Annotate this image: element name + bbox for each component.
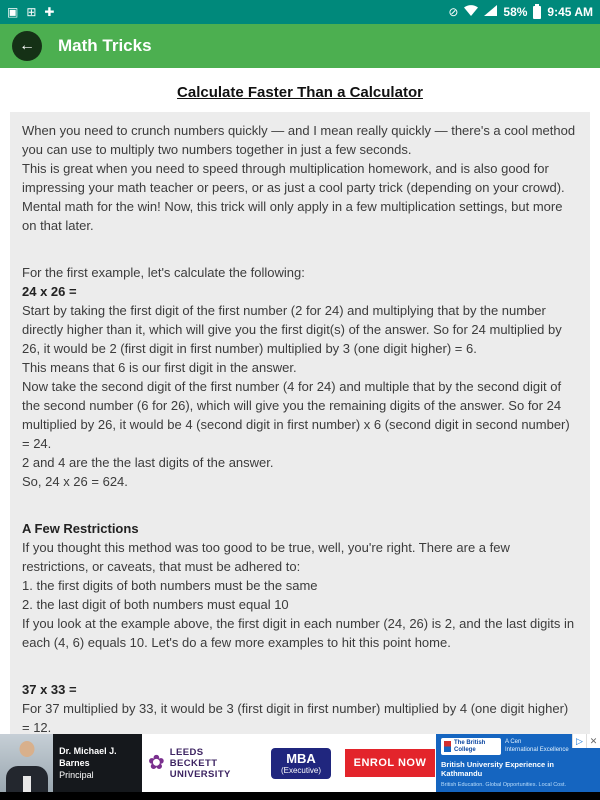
college-tagline bbox=[505, 739, 569, 754]
university-logo-section bbox=[142, 734, 258, 792]
college-headline: British University Experience in Kathmandu bbox=[441, 759, 554, 778]
college-shield-icon bbox=[444, 741, 451, 752]
paragraph: Now take the second digit of the first number (4 for 24) and multiple that by the second digit of the second number (6 for 26), which will give you the remaining digits of the answer. So for 24 multiplied by 26, it would be 4 (second digit in first number) x 6 (second digit in second number) = 24. bbox=[22, 379, 570, 451]
college-tagline-line-2: International Excellence bbox=[505, 746, 569, 753]
principal-role: Principal bbox=[59, 770, 94, 780]
paragraph: 2. the last digit of both numbers must equal 10 bbox=[22, 597, 289, 612]
paragraph: For the first example, let's calculate the following: bbox=[22, 265, 305, 280]
app-bar bbox=[0, 24, 600, 68]
back-button[interactable] bbox=[12, 31, 42, 61]
paragraph bbox=[22, 491, 578, 519]
paragraph: If you thought this method was too good to be true, well, you're right. There are a few restrictions, or caveats, that must be adhered to: bbox=[22, 540, 510, 574]
university-line-2: BECKETT bbox=[169, 757, 218, 769]
status-bar bbox=[0, 0, 600, 24]
principal-photo bbox=[0, 734, 53, 792]
paragraph: For 37 multiplied by 33, it would be 3 (first digit in first number) multiplied by 4 (one digit higher) = 12. bbox=[22, 701, 569, 734]
paragraph bbox=[22, 235, 578, 263]
photo-head-shape bbox=[19, 741, 34, 757]
paragraph: When you need to crunch numbers quickly — and I mean really quickly — there's a cool method you can use to multiply two numbers together in just a few seconds. bbox=[22, 123, 576, 157]
ad-controls bbox=[572, 734, 600, 748]
paragraph: So, 24 x 26 = 624. bbox=[22, 474, 128, 489]
principal-name: Dr. Michael J. Barnes bbox=[59, 746, 117, 768]
ad-close-icon[interactable]: ✕ bbox=[586, 734, 600, 748]
update-icon: ✚ bbox=[44, 5, 55, 19]
screenshot-icon: ▣ bbox=[7, 5, 19, 19]
university-name bbox=[170, 747, 231, 780]
university-line-1: LEEDS bbox=[169, 746, 204, 758]
bottom-bar bbox=[0, 792, 600, 800]
paragraph: 24 x 26 = bbox=[22, 284, 77, 299]
signal-icon bbox=[484, 5, 497, 19]
rose-logo-icon: ✿ bbox=[148, 752, 165, 774]
paragraph: 2 and 4 are the the last digits of the answer. bbox=[22, 455, 274, 470]
program-section bbox=[258, 734, 344, 792]
adchoices-icon[interactable]: ▷ bbox=[572, 734, 586, 748]
mute-icon: ⊘ bbox=[448, 5, 459, 19]
university-line-3: UNIVERSITY bbox=[169, 768, 231, 780]
college-logo bbox=[441, 738, 501, 755]
college-name: The British College bbox=[454, 740, 486, 753]
paragraph: If you look at the example above, the first digit in each number (24, 26) is 2, and the last digits in each (4, 6) equals 10. Let's do a few more examples to hit this point home. bbox=[22, 616, 575, 650]
college-tagline-line-1: A Cen bbox=[505, 739, 522, 745]
paragraph: Start by taking the first digit of the first number (2 for 24) and multiplying that by the number directly higher than it, which will give you the first digit(s) of the answer. So for 24 multiplied by 26, it would be 2 (first digit in first number) multiplied by 3 (one digit higher) = 6. bbox=[22, 303, 562, 356]
program-subtitle: (Executive) bbox=[280, 765, 321, 775]
page-title: Math Tricks bbox=[58, 36, 152, 55]
college-subline: British Education. Global Opportunities. Local Cost. bbox=[441, 782, 567, 788]
status-bar-notifications bbox=[7, 6, 54, 18]
mba-button[interactable] bbox=[271, 748, 331, 779]
ad-person-section bbox=[0, 734, 142, 792]
program-title: MBA bbox=[286, 750, 316, 766]
ad-banner[interactable] bbox=[0, 734, 600, 792]
cta-section bbox=[344, 734, 436, 792]
photo-shirt-shape bbox=[23, 776, 31, 792]
paragraph: 1. the first digits of both numbers must be the same bbox=[22, 578, 318, 593]
battery-icon bbox=[533, 6, 541, 19]
paragraph: A Few Restrictions bbox=[22, 521, 139, 536]
battery-percent: 58% bbox=[503, 5, 528, 19]
apps-icon: ⊞ bbox=[26, 5, 37, 19]
paragraph bbox=[22, 652, 578, 680]
wifi-icon bbox=[464, 5, 478, 19]
back-arrow-icon: ← bbox=[19, 37, 35, 54]
paragraph: 37 x 33 = bbox=[22, 682, 77, 697]
enrol-now-button[interactable]: ENROL NOW bbox=[345, 749, 436, 777]
article-heading: Calculate Faster Than a Calculator bbox=[177, 84, 423, 101]
paragraph: This is great when you need to speed through multiplication homework, and is also good for impressing your math teacher or peers, or as just a cool party trick (depending on your crowd). Mental math for the win! Now, this trick will only apply in a few multiplication settings, but more on that later. bbox=[22, 161, 565, 233]
clock: 9:45 AM bbox=[547, 5, 593, 19]
principal-caption bbox=[53, 734, 142, 792]
status-bar-system bbox=[448, 5, 593, 19]
article-text bbox=[10, 112, 590, 734]
paragraph: This means that 6 is our first digit in the answer. bbox=[22, 360, 297, 375]
